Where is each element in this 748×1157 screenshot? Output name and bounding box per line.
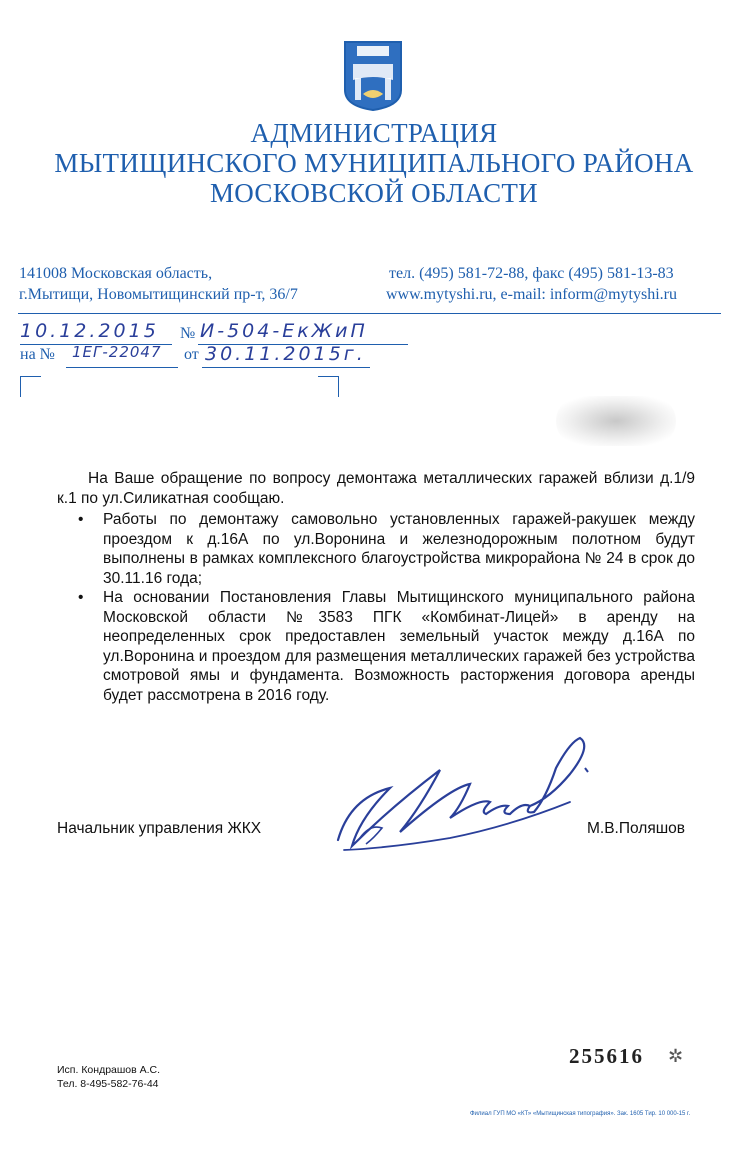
incoming-number-label: на №	[20, 346, 55, 363]
address-corner-right	[318, 376, 339, 397]
form-serial-number: 255616	[569, 1044, 644, 1068]
address-corner-left	[20, 376, 41, 397]
phone-fax-line: тел. (495) 581-72-88, факс (495) 581-13-83	[389, 265, 674, 282]
bullet-list	[78, 510, 695, 705]
org-title-line2: МЫТИЩИНСКОГО МУНИЦИПАЛЬНОГО РАЙОНА	[54, 148, 694, 178]
bullet-text: На основании Постановления Главы Мытищинского муниципального района Московской области №3583 ПГК «Комбинат-Лицей» в аренду на неопределенных срок предоставлен земельный участок между д.16А по ул.Воронина и проездом для размещения металлических гаражей без устройства смотровой ямы и фундамента. Возможность расторжения договора аренды будет рассмотрена в 2016 году.	[103, 589, 695, 704]
incoming-date-underline	[202, 367, 370, 368]
coat-of-arms-icon	[343, 40, 403, 112]
asterisk-icon: ✲	[668, 1046, 684, 1067]
printer-imprint: Филиал ГУП МО «КТ» «Мытищинская типография». Зак. 1605 Тир. 10 000-15 г.	[470, 1111, 691, 1117]
signer-position: Начальник управления ЖКХ	[57, 820, 262, 837]
list-item	[78, 588, 695, 705]
bullet-icon: •	[78, 511, 84, 528]
incoming-number-underline	[66, 367, 178, 368]
outgoing-date: 10.12.2015	[20, 320, 159, 342]
signer-name: М.В.Поляшов	[587, 820, 686, 837]
postal-address-line1: 141008 Московская область,	[19, 265, 213, 282]
intro-paragraph: На Ваше обращение по вопросу демонтажа металлических гаражей вблизи д.1/9 к.1 по ул.Силикатная сообщаю.	[57, 470, 695, 507]
header-divider	[18, 313, 721, 314]
redacted-recipient	[556, 396, 676, 446]
bullet-icon: •	[78, 589, 84, 606]
incoming-date-label: от	[184, 346, 199, 363]
incoming-number: 1ЕГ-22047	[72, 343, 162, 361]
org-title-line3: МОСКОВСКОЙ ОБЛАСТИ	[210, 178, 538, 208]
executor-phone: Тел. 8-495-582-76-44	[57, 1078, 159, 1090]
incoming-date: 30.11.2015г.	[205, 343, 366, 365]
bullet-text: Работы по демонтажу самовольно установленных гаражей-ракушек между проездом к д.16А по ул.Воронина и железнодорожным полотном будут выполнены в рамках комплексного благоустройства микрорайона № 24 в срок до 30.11.16 года;	[103, 511, 695, 587]
handwritten-signature	[330, 728, 600, 868]
outgoing-number: И-504-ЕкЖиП	[200, 320, 368, 342]
postal-address-line2: г.Мытищи, Новомытищинский пр-т, 36/7	[19, 286, 298, 303]
web-email-line: www.mytyshi.ru, e-mail: inform@mytyshi.ru	[386, 286, 677, 303]
org-title-line1: АДМИНИСТРАЦИЯ	[250, 118, 498, 148]
list-item	[78, 510, 695, 588]
executor-name: Исп. Кондрашов А.С.	[57, 1064, 161, 1076]
outgoing-number-label: №	[180, 325, 196, 342]
